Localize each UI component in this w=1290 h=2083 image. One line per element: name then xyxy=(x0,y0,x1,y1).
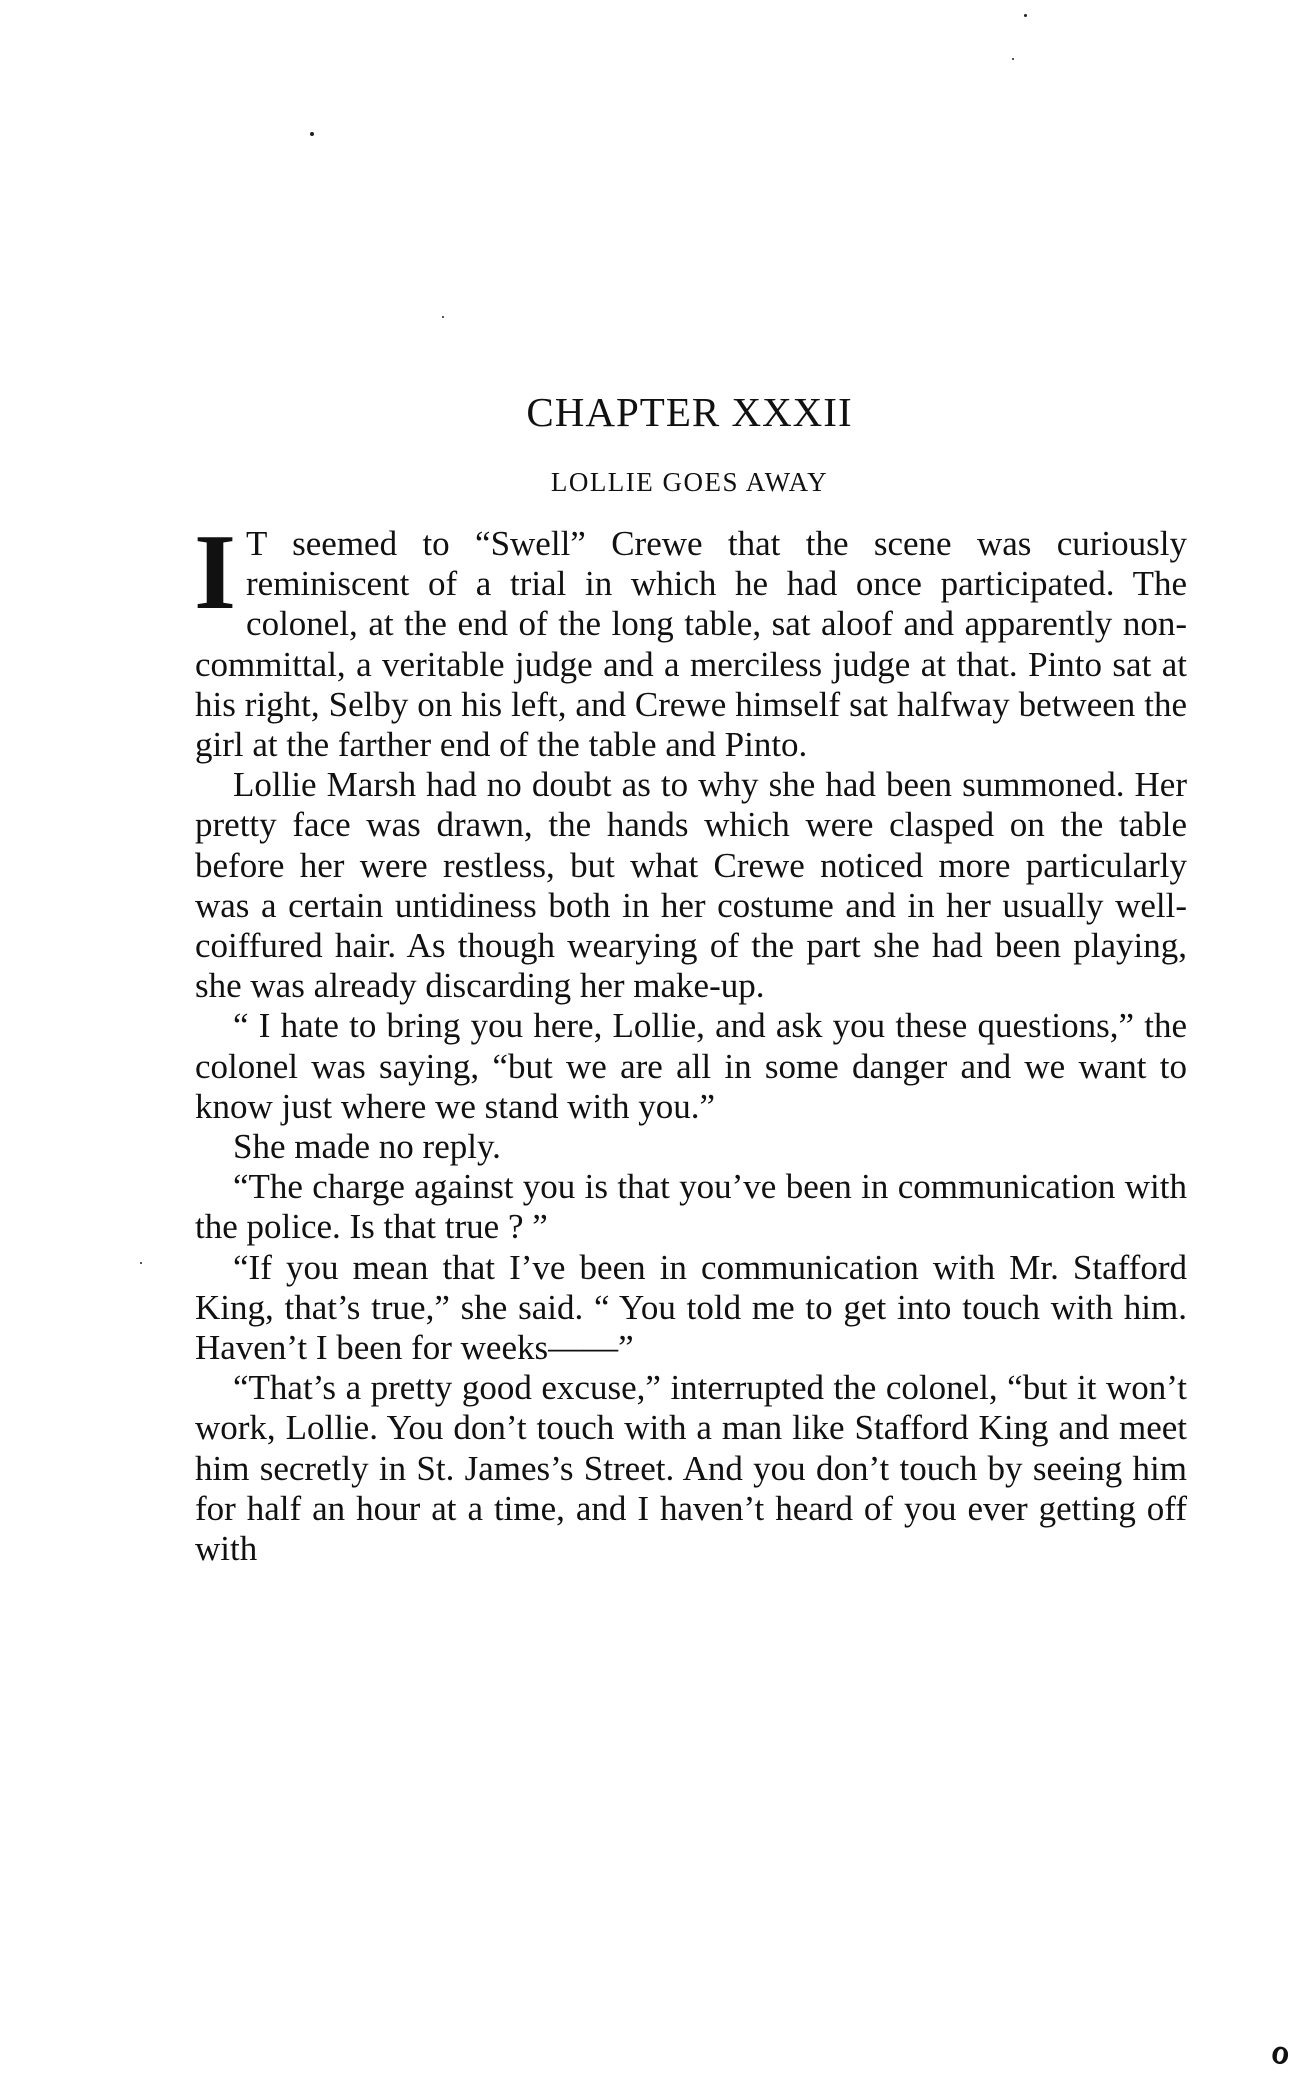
paragraph-1 xyxy=(194,513,1187,765)
corner-print-mark: ℴ xyxy=(1271,2027,1290,2072)
paragraph-5: “The charge against you is that you’ve been in communication with the police. Is that true ? ” xyxy=(195,1167,1187,1247)
paragraph-2: Lollie Marsh had no doubt as to why she had been summoned. Her pretty face was drawn, the hands which were clasped on the table before her were restless, but what Crewe noticed more particularly was a certain untidiness both in her costume and in her usually well-coiffured hair. As though wearying of the part she had been playing, she was already discarding her make-up. xyxy=(195,765,1187,1006)
ink-speck xyxy=(310,132,314,136)
paragraph-1-text: T seemed to “Swell” Crewe that the scene was curiously reminiscent of a trial in which he had once participated. The colonel, at the end of the long table, sat aloof and apparently non-committal, a veritable judge and a merciless judge at that. Pinto sat at his right, Selby on his left, and Crewe himself sat halfway between the girl at the farther end of the table and Pinto. xyxy=(195,524,1187,765)
chapter-subtitle: LOLLIE GOES AWAY xyxy=(550,467,829,497)
ink-speck xyxy=(442,316,444,318)
body-text xyxy=(194,513,1187,1569)
chapter-heading: CHAPTER XXXII xyxy=(526,389,853,435)
ink-speck xyxy=(1024,14,1027,17)
paragraph-7: “That’s a pretty good excuse,” interrupted the colonel, “but it won’t work, Lollie. You don’t touch with a man like Stafford King and meet him secretly in St. James’s Street. And you don’t touch by seeing him for half an hour at a time, and I haven’t heard of you ever getting off with xyxy=(195,1368,1187,1569)
drop-cap: I xyxy=(194,513,237,632)
ink-speck xyxy=(140,1262,142,1264)
paragraph-6: “If you mean that I’ve been in communication with Mr. Stafford King, that’s true,” she said. “ You told me to get into touch with him. Haven’t I been for weeks——” xyxy=(195,1247,1187,1368)
ink-speck xyxy=(1012,58,1014,60)
paragraph-4: She made no reply. xyxy=(233,1127,501,1167)
paragraph-3: “ I hate to bring you here, Lollie, and ask you these questions,” the colonel was saying, “but we are all in some danger and we want to know just where we stand with you.” xyxy=(195,1006,1187,1126)
